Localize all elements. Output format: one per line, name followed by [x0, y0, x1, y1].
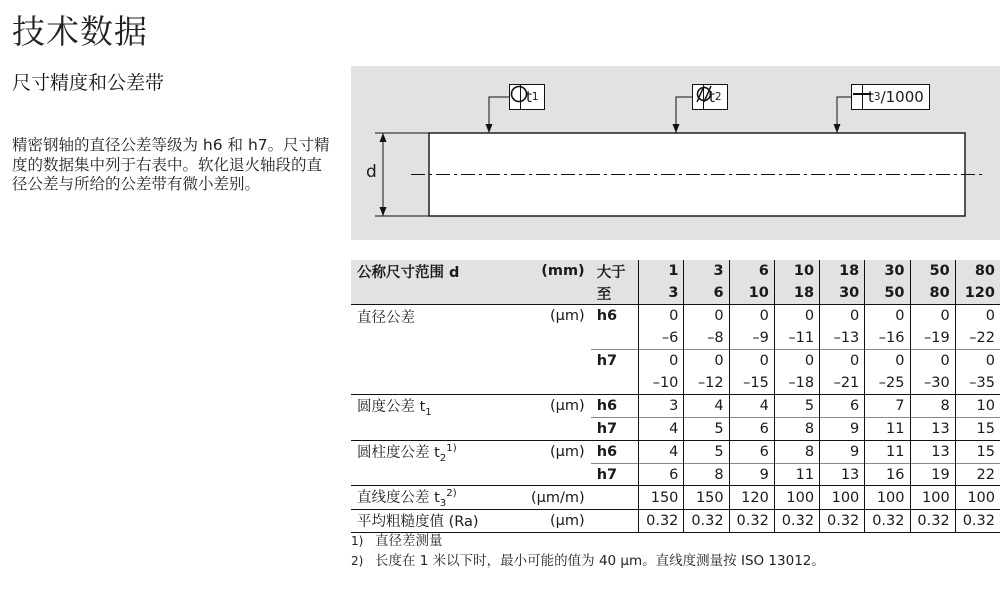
row-unit: (µm): [527, 440, 591, 463]
row-value: 0: [774, 350, 819, 372]
row-unit: (µm): [527, 394, 591, 417]
row-value: –9: [729, 327, 774, 349]
tolerance-diagram: [351, 66, 1000, 240]
header-size-value: 1: [639, 260, 684, 282]
row-value: 5: [774, 394, 819, 417]
row-label: [351, 394, 527, 417]
row-value: –13: [820, 327, 865, 349]
row-value: –19: [910, 327, 955, 349]
row-value: –8: [684, 327, 729, 349]
footnotes: [351, 531, 825, 571]
row-value: 0: [729, 305, 774, 327]
row-value: 150: [639, 486, 684, 510]
row-value: 6: [729, 418, 774, 440]
row-label-sub: 1: [425, 406, 432, 418]
header-label: 公称尺寸范围 d: [351, 260, 527, 282]
row-value: –22: [955, 327, 1000, 349]
row-value: 6: [639, 464, 684, 486]
row-value: –25: [865, 372, 910, 394]
row-value: –10: [639, 372, 684, 394]
table-row: [351, 510, 1000, 532]
row-value: 4: [639, 418, 684, 440]
cylindricity-tolerance-frame: [692, 84, 728, 110]
row-value: 0: [639, 350, 684, 372]
row-value: 13: [910, 418, 955, 440]
row-value: 0: [865, 350, 910, 372]
row-value: 5: [684, 440, 729, 463]
row-value: 11: [865, 418, 910, 440]
row-value: 0.32: [774, 510, 819, 532]
row-label-text: 直线度公差 t: [357, 490, 440, 507]
header-size-value: 6: [729, 260, 774, 282]
row-value: 0.32: [820, 510, 865, 532]
table-row: [351, 418, 1000, 440]
row-value: –15: [729, 372, 774, 394]
header-size-value: 80: [955, 260, 1000, 282]
row-value: –16: [865, 327, 910, 349]
row-value: 0.32: [729, 510, 774, 532]
row-unit: [527, 464, 591, 486]
row-value: 0: [684, 350, 729, 372]
row-label-text: 直径公差: [357, 309, 415, 326]
table-row: [351, 372, 1000, 394]
row-grade: h6: [591, 305, 639, 327]
row-value: 0.32: [865, 510, 910, 532]
row-value: –6: [639, 327, 684, 349]
row-grade: [591, 327, 639, 349]
footnote-text: 直径差测量: [375, 533, 443, 549]
straightness-suffix: /1000: [880, 88, 924, 106]
row-label-sub: 2: [439, 452, 447, 464]
header-size-value: 18: [774, 282, 819, 304]
row-label-text: 平均粗糙度值 (Ra): [357, 514, 479, 531]
row-label: [351, 464, 527, 486]
row-grade: [591, 372, 639, 394]
row-value: –12: [684, 372, 729, 394]
table-row: [351, 486, 1000, 510]
row-unit: (µm): [527, 305, 591, 327]
row-unit: [527, 350, 591, 372]
header-size-value: 10: [774, 260, 819, 282]
straightness-sub: 3: [873, 91, 881, 103]
row-value: 0: [639, 305, 684, 327]
row-value: 0: [955, 350, 1000, 372]
footnote-mark: 2): [351, 554, 364, 568]
row-grade: h7: [591, 350, 639, 372]
row-value: 13: [910, 440, 955, 463]
row-label: [351, 372, 527, 394]
row-grade: [591, 510, 639, 532]
cylindricity-icon: [693, 85, 703, 109]
row-value: 5: [684, 418, 729, 440]
row-value: 7: [865, 394, 910, 417]
row-label-sub: 3: [439, 498, 447, 510]
row-label: [351, 418, 527, 440]
row-value: 120: [729, 486, 774, 510]
cylindricity-label: t: [709, 88, 715, 106]
page-title: 技术数据: [12, 12, 148, 51]
row-value: 8: [910, 394, 955, 417]
row-value: 100: [774, 486, 819, 510]
header-range-word: 至: [591, 282, 639, 304]
row-value: 0: [910, 350, 955, 372]
straightness-tolerance-frame: [851, 84, 930, 110]
row-value: 9: [729, 464, 774, 486]
intro-text: 精密钢轴的直径公差等级为 h6 和 h7。尺寸精度的数据集中列于右表中。软化退火轴段的直径公差与所给的公差带有微小差别。: [12, 136, 330, 193]
row-unit: [527, 327, 591, 349]
row-value: 0: [910, 305, 955, 327]
header-unit: [527, 282, 591, 304]
roundness-sub: 1: [531, 91, 539, 103]
row-value: –30: [910, 372, 955, 394]
row-value: 15: [955, 440, 1000, 463]
row-value: 0.32: [910, 510, 955, 532]
row-grade: [591, 486, 639, 510]
row-value: 0.32: [639, 510, 684, 532]
table-row: [351, 305, 1000, 327]
tolerance-table: [351, 260, 1000, 533]
header-size-value: 50: [910, 260, 955, 282]
header-range-word: 大于: [591, 260, 639, 282]
row-value: 100: [910, 486, 955, 510]
row-value: 11: [865, 440, 910, 463]
row-value: 13: [820, 464, 865, 486]
row-value: 6: [820, 394, 865, 417]
row-value: 19: [910, 464, 955, 486]
row-value: 100: [955, 486, 1000, 510]
row-label: [351, 305, 527, 327]
header-size-value: 80: [910, 282, 955, 304]
row-value: 0: [955, 305, 1000, 327]
row-value: –11: [774, 327, 819, 349]
table-row: [351, 394, 1000, 417]
row-unit: (µm/m): [527, 486, 591, 510]
header-label: [351, 282, 527, 304]
row-label-text: 圆度公差 t: [357, 398, 426, 415]
footnote-2: [351, 551, 825, 571]
row-grade: h6: [591, 394, 639, 417]
header-size-value: 50: [865, 282, 910, 304]
roundness-icon: [510, 85, 520, 109]
row-value: –21: [820, 372, 865, 394]
row-label: [351, 510, 527, 532]
header-size-value: 10: [729, 282, 774, 304]
header-unit: (mm): [527, 260, 591, 282]
row-unit: [527, 372, 591, 394]
table-row: [351, 350, 1000, 372]
row-value: 4: [684, 394, 729, 417]
table-row: [351, 464, 1000, 486]
row-grade: h6: [591, 440, 639, 463]
row-value: 8: [774, 440, 819, 463]
row-unit: (µm): [527, 510, 591, 532]
row-value: 100: [820, 486, 865, 510]
table-row: [351, 440, 1000, 463]
row-value: 8: [684, 464, 729, 486]
row-value: 0.32: [684, 510, 729, 532]
row-value: 0.32: [955, 510, 1000, 532]
footnote-text: 长度在 1 米以下时，最小可能的值为 40 µm。直线度测量按 ISO 13012。: [375, 553, 825, 569]
row-value: 6: [729, 440, 774, 463]
row-value: 10: [955, 394, 1000, 417]
row-value: 0: [820, 350, 865, 372]
row-value: 8: [774, 418, 819, 440]
footnote-mark: 1): [351, 534, 364, 548]
table-row: [351, 327, 1000, 349]
table-header-row: [351, 260, 1000, 282]
row-value: 3: [639, 394, 684, 417]
header-size-value: 6: [684, 282, 729, 304]
diameter-label: d: [366, 162, 377, 182]
row-label: [351, 327, 527, 349]
roundness-tolerance-frame: [509, 84, 545, 110]
row-label: [351, 440, 527, 463]
row-value: –18: [774, 372, 819, 394]
row-grade: h7: [591, 418, 639, 440]
row-label: [351, 350, 527, 372]
straightness-label: t: [868, 88, 874, 106]
row-value: 15: [955, 418, 1000, 440]
row-value: 0: [774, 305, 819, 327]
footnote-1: [351, 531, 825, 551]
row-value: 4: [639, 440, 684, 463]
cylindricity-sub: 2: [714, 91, 722, 103]
straightness-icon: [852, 85, 862, 109]
row-label-sup: 2): [446, 488, 457, 500]
row-label-text: 圆柱度公差 t: [357, 444, 440, 461]
row-value: 150: [684, 486, 729, 510]
row-value: 16: [865, 464, 910, 486]
row-value: 4: [729, 394, 774, 417]
section-title: 尺寸精度和公差带: [12, 72, 165, 94]
row-value: 0: [684, 305, 729, 327]
row-value: 0: [729, 350, 774, 372]
row-grade: h7: [591, 464, 639, 486]
header-size-value: 3: [684, 260, 729, 282]
header-size-value: 30: [820, 282, 865, 304]
row-value: 9: [820, 440, 865, 463]
row-value: 0: [820, 305, 865, 327]
row-value: 9: [820, 418, 865, 440]
row-value: 100: [865, 486, 910, 510]
row-value: 0: [865, 305, 910, 327]
header-size-value: 18: [820, 260, 865, 282]
table-header-row: [351, 282, 1000, 304]
row-value: 22: [955, 464, 1000, 486]
row-value: –35: [955, 372, 1000, 394]
header-size-value: 30: [865, 260, 910, 282]
row-value: 11: [774, 464, 819, 486]
row-label-sup: 1): [446, 442, 457, 454]
row-label: [351, 486, 527, 510]
roundness-label: t: [526, 88, 532, 106]
row-unit: [527, 418, 591, 440]
header-size-value: 3: [639, 282, 684, 304]
header-size-value: 120: [955, 282, 1000, 304]
